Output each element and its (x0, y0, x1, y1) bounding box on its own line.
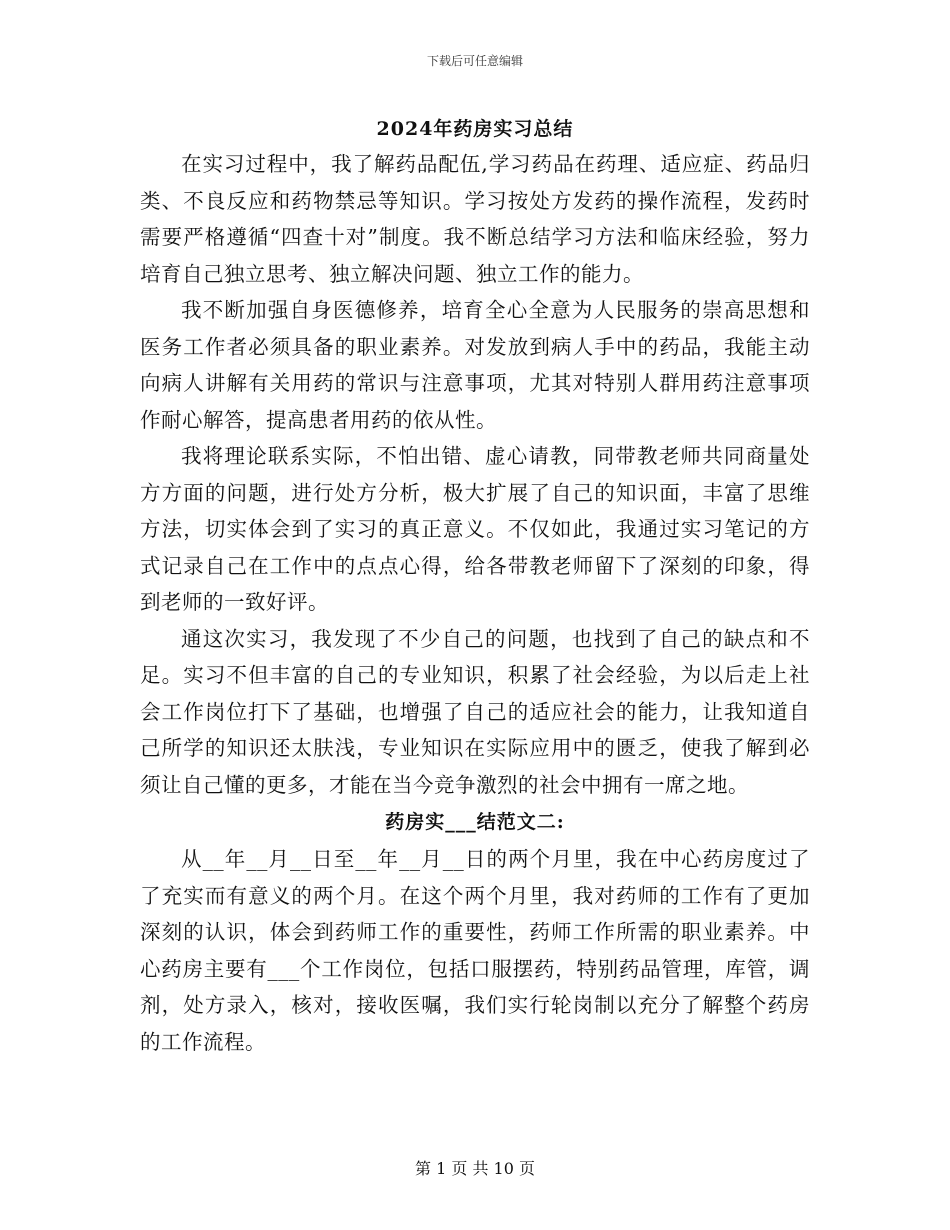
paragraph: 从__年__月__日至__年__月__日的两个月里，我在中心药房度过了了充实而有意义的两个月。在这个两个月里，我对药师的工作有了更加深刻的认识，体会到药师工作的重要性，药师工作所需的职业素养。中心药房主要有___个工作岗位，包括口服摆药，特别药品管理，库管，调剂，处方录入，核对，接收医嘱，我们实行轮岗制以充分了解整个药房的工作流程。 (140, 847, 810, 1054)
header-note: 下载后可任意编辑 (426, 54, 523, 68)
paragraph: 我不断加强自身医德修养，培育全心全意为人民服务的崇高思想和医务工作者必须具备的职业素养。对发放到病人手中的药品，我能主动向病人讲解有关用药的常识与注意事项，尤其对特别人群用药注意事项作耐心解答，提高患者用药的依从性。 (140, 298, 810, 432)
paragraph: 我将理论联系实际，不怕出错、虚心请教，同带教老师共同商量处方方面的问题，进行处方分析，极大扩展了自己的知识面，丰富了思维方法，切实体会到了实习的真正意义。不仅如此，我通过实习笔记的方式记录自己在工作中的点点心得，给各带教老师留下了深刻的印象，得到老师的一致好评。 (140, 444, 810, 614)
document-title: 2024年药房实习总结 (376, 118, 574, 140)
page-footer: 第 1 页 共 10 页 (415, 1159, 535, 1178)
paragraph: 通这次实习，我发现了不少自己的问题，也找到了自己的缺点和不足。实习不但丰富的自己的专业知识，积累了社会经验，为以后走上社会工作岗位打下了基础，也增强了自己的适应社会的能力，让我知道自己所学的知识还太肤浅，专业知识在实际应用中的匮乏，使我了解到必须让自己懂的更多，才能在当今竞争激烈的社会中拥有一席之地。 (140, 626, 810, 797)
section-title: 药房实___结范文二: (385, 811, 565, 833)
paragraph: 在实习过程中，我了解药品配伍,学习药品在药理、适应症、药品归类、不良反应和药物禁忌等知识。学习按处方发药的操作流程，发药时需要严格遵循“四查十对”制度。我不断总结学习方法和临床经验，努力培育自己独立思考、独立解决问题、独立工作的能力。 (140, 152, 810, 286)
document-body (140, 112, 810, 1060)
